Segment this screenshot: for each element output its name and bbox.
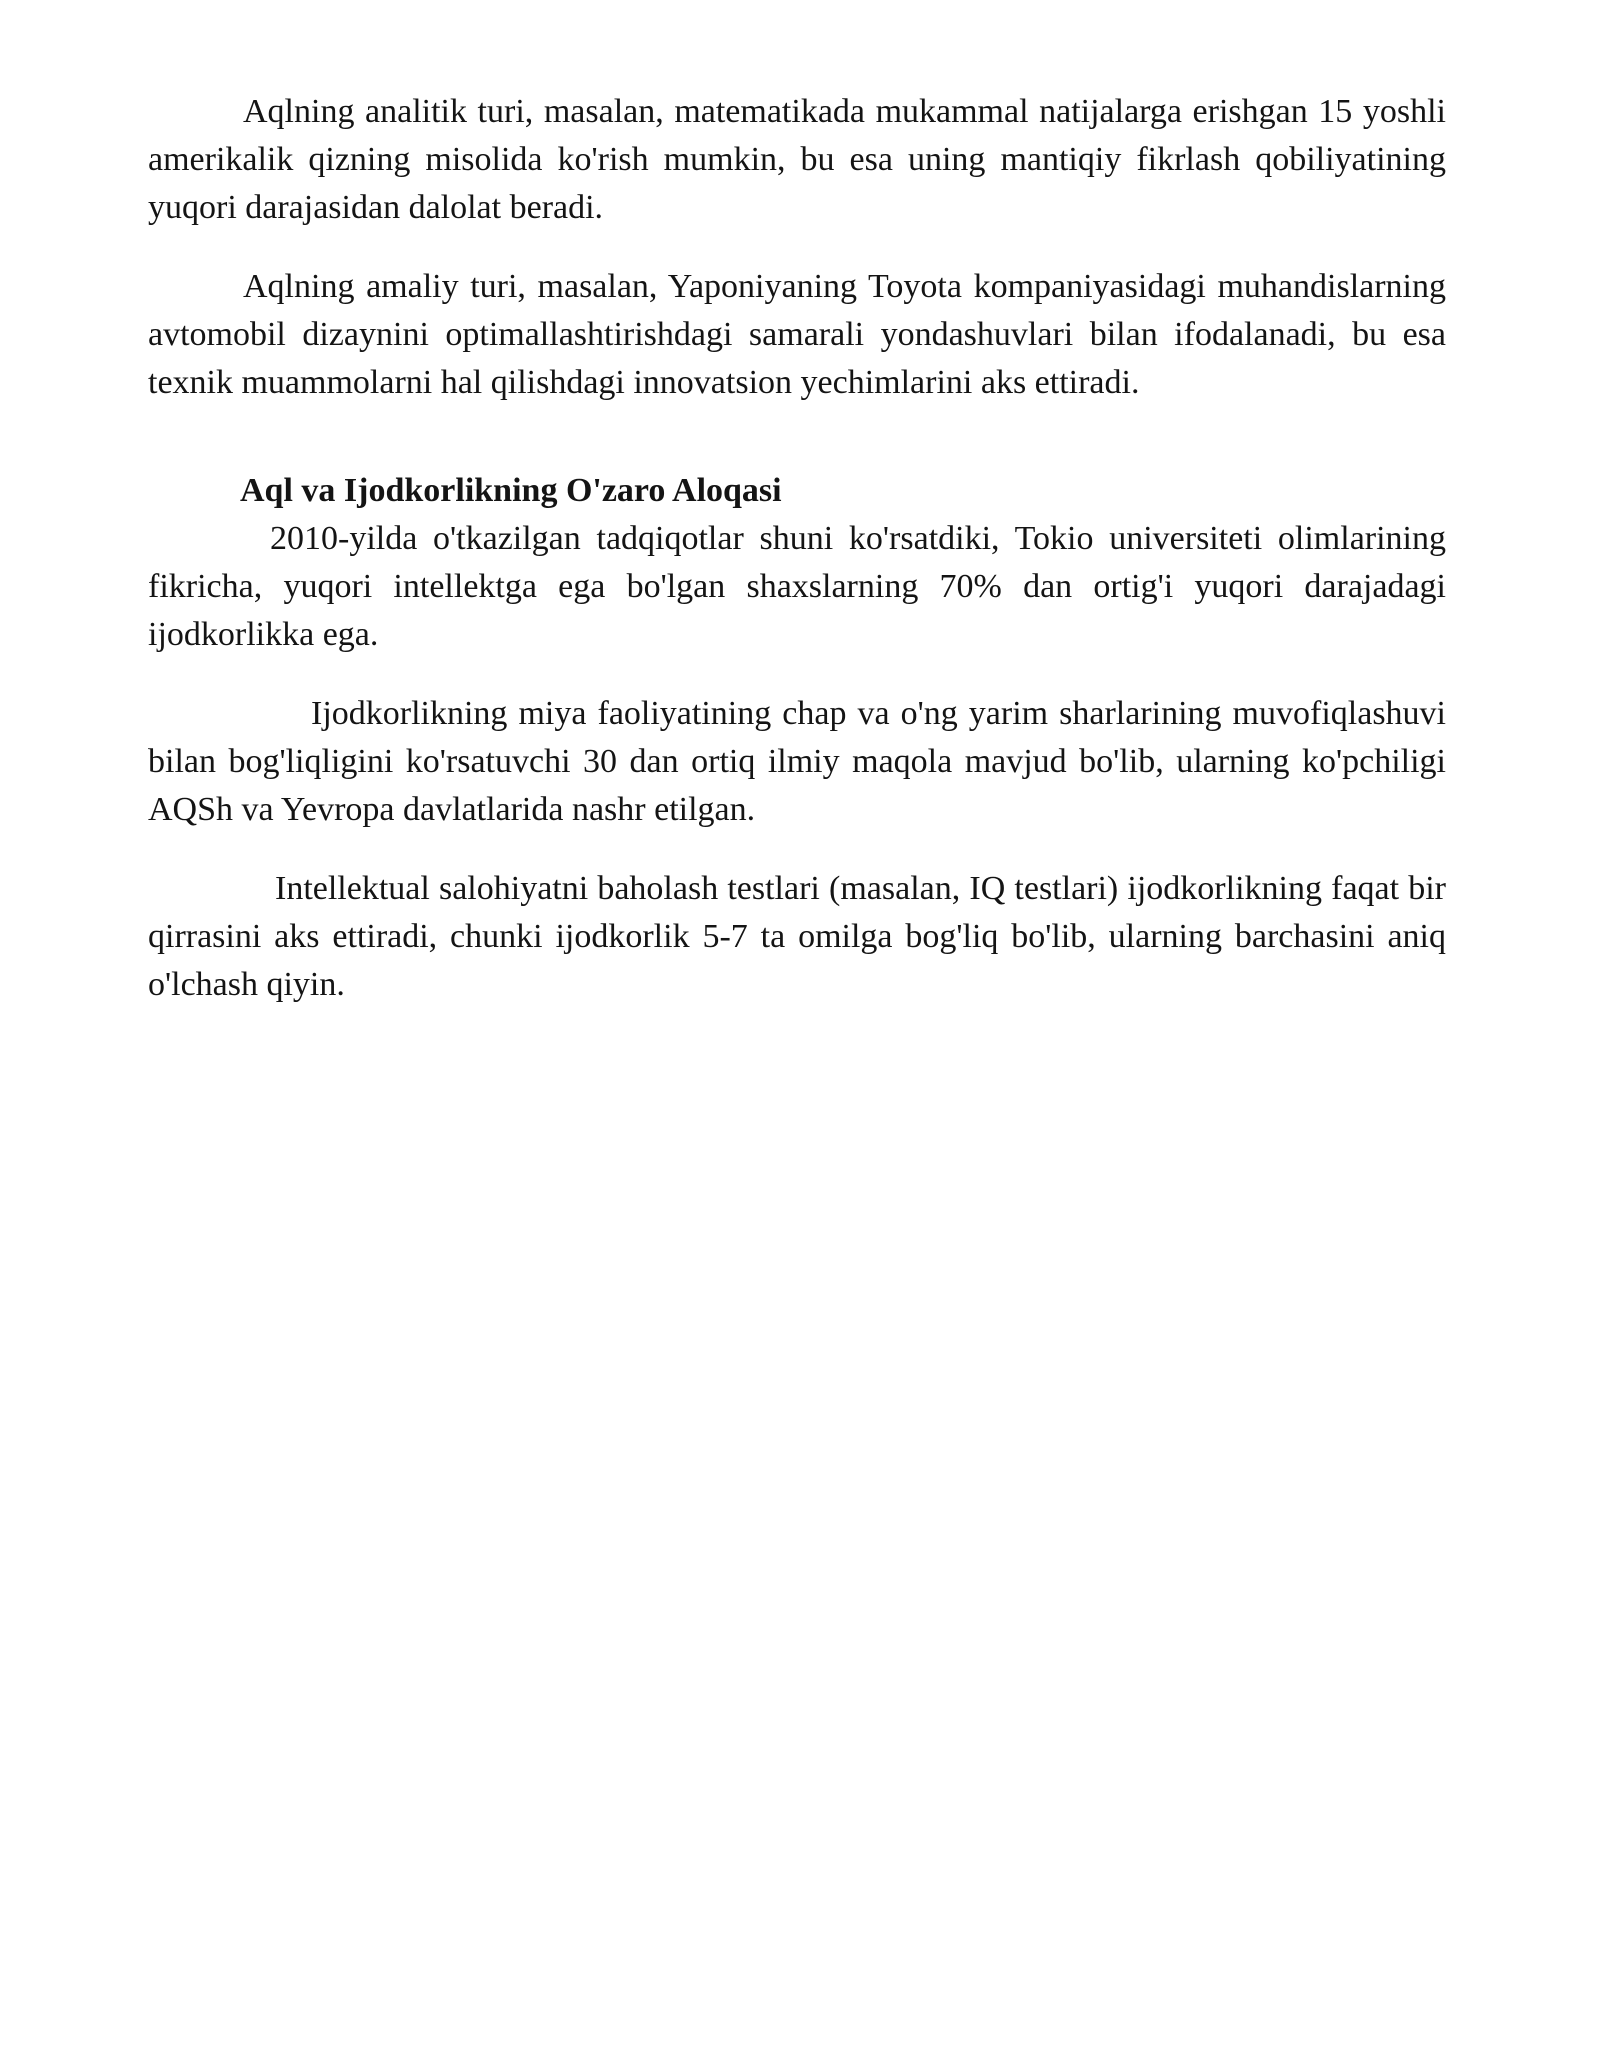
paragraph-brain-hemispheres: Ijodkorlikning miya faoliyatining chap va o'ng yarim sharlarining muvofiqlashuvi bilan bog'liqligini ko'rsatuvchi 30 dan ortiq ilmiy maqola mavjud bo'lib, ularning ko'pchiligi AQSh va Yevropa davlatlarida nashr etilgan. [148,695,1446,828]
paragraph-practical-mind: Aqlning amaliy turi, masalan, Yaponiyaning Toyota kompaniyasidagi muhandislarning avtomobil dizaynini optimallashtirishdagi samarali yondashuvlari bilan ifodalanadi, bu esa texnik muammolarni hal qilishdagi innovatsion yechimlarini aks ettiradi. [148,268,1446,401]
paragraph-analytic-mind: Aqlning analitik turi, masalan, matematikada mukammal natijalarga erishgan 15 yoshli amerikalik qizning misolida ko'rish mumkin, bu esa uning mantiqiy fikrlash qobiliyatining yuqori darajasidan dalolat beradi. [148,93,1446,226]
paragraph-tokyo-study: 2010-yilda o'tkazilgan tadqiqotlar shuni ko'rsatdiki, Tokio universiteti olimlarining fikricha, yuqori intellektga ega bo'lgan shaxslarning 70% dan ortig'i yuqori darajadagi ijodkorlikka ega. [148,520,1446,653]
document-page [148,88,1446,1009]
paragraph-iq-tests: Intellektual salohiyatni baholash testlari (masalan, IQ testlari) ijodkorlikning faqat bir qirrasini aks ettiradi, chunki ijodkorlik 5-7 ta omilga bog'liq bo'lib, ularning barchasini aniq o'lchash qiyin. [148,870,1446,1003]
section-heading: Aql va Ijodkorlikning O'zaro Aloqasi [240,472,782,509]
